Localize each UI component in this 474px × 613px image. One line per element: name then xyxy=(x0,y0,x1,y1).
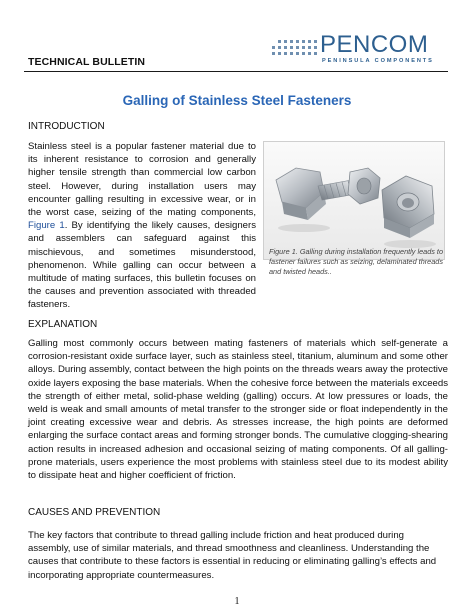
logo-dot-grid-icon xyxy=(270,38,318,60)
introduction-text-part-1: Stainless steel is a popular fastener material due to its inherent resistance to corrosion and generally higher tensile strength than commercial low carbon steel. However, during installation users may encounter galling resulting in excessive wear, or in the worst case, seizing of the mating components, xyxy=(28,141,256,219)
causes-heading: CAUSES AND PREVENTION xyxy=(28,507,161,518)
introduction-text-part-2: . By identifying the likely causes, designers and assemblers can safeguard against this mischievous, and sometimes misunderstood, phenomenon. While galling can occur between a multitude of mating surfaces, this bulletin focuses on the causes and prevention associated with threaded fasteners. xyxy=(28,220,256,311)
header-rule xyxy=(24,71,448,72)
introduction-heading: INTRODUCTION xyxy=(28,121,105,132)
figure-1-caption xyxy=(269,247,445,278)
logo-wordmark: PENCOM xyxy=(320,31,429,58)
page-number: 1 xyxy=(234,596,240,607)
explanation-paragraph: Galling most commonly occurs between mating fasteners of materials which self-generate a corrosion-resistant oxide surface layer, such as stainless steel, titanium, aluminum and some other alloys. During assembly, contact between the high points on the threads wears away the protective oxide layers exposing the base materials. When the cohesive force between the materials exceeds the strength of either metal, solid-phase welding (galling) occurs. At low pressures or loads, the weld is weak and small amounts of metal transfer to the stronger side or float independently in the joint creating excessive wear and debris. As stresses increase, the high points are deformed enlarging the surface contact areas and forming stronger bonds. The cumulative clogging-shearing action results in increased adhesion and occasional seizing of mating components. Of all galling-prone materials, users experience the most problems with stainless steel due to its modest ability to dissipate heat and higher coefficient of friction. xyxy=(28,338,448,482)
causes-paragraph: The key factors that contribute to thread galling include friction and heat produced during assembly, use of similar materials, and thread smoothness and cleanliness. Understanding the causes that contribute to these factors is essential in reducing or eliminating galling’s effects and incorporating appropriate countermeasures. xyxy=(28,530,437,581)
pencom-logo xyxy=(270,31,450,68)
galled-fasteners-illustration xyxy=(264,142,444,259)
document-title: Galling of Stainless Steel Fasteners xyxy=(122,93,352,108)
bulletin-label: TECHNICAL BULLETIN xyxy=(28,56,146,68)
figure-caption-text: Galling during installation frequently leads to fastener failures such as seizing, delaminated threads and twisted heads.. xyxy=(269,247,444,277)
logo-tagline: PENINSULA COMPONENTS xyxy=(322,58,434,64)
introduction-paragraph xyxy=(28,140,256,312)
figure-1-photo xyxy=(263,141,445,260)
explanation-heading: EXPLANATION xyxy=(28,319,98,330)
figure-caption-label: Figure 1. xyxy=(269,247,298,256)
figure-1-reference: Figure 1 xyxy=(28,220,65,232)
